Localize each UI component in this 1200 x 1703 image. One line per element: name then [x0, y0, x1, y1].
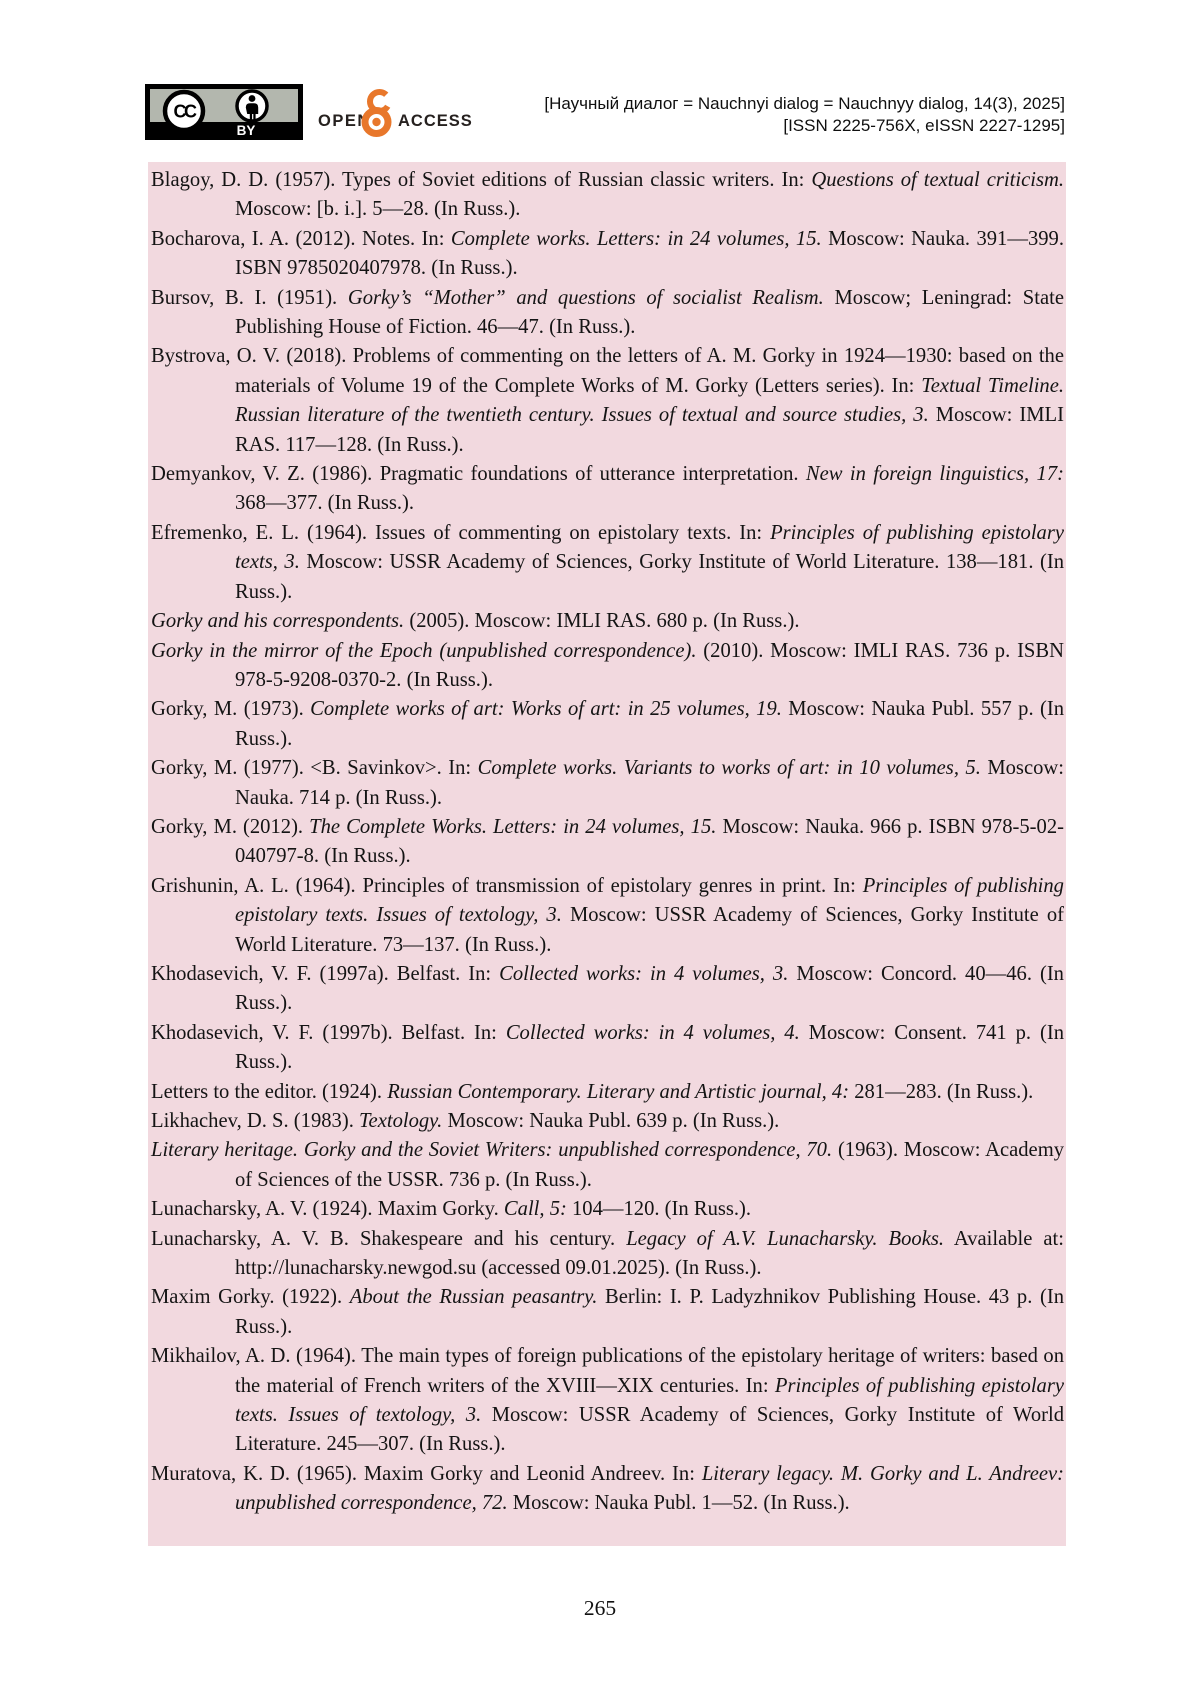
page-number: 265	[583, 1596, 617, 1620]
reference-item: Letters to the editor. (1924). Russian Contemporary. Literary and Artistic journal, 4: 281—283. (In Russ.).	[151, 1080, 1034, 1103]
reference-item: Gorky, M. (1977). <B. Savinkov>. In: Complete works. Variants to works of art: in 10 volumes, 5. Moscow: Nauka. 714 p. (In Russ.).	[151, 757, 1064, 809]
reference-item: Demyankov, V. Z. (1986). Pragmatic foundations of utterance interpretation. New in foreign linguistics, 17: 368—377. (In Russ.).	[151, 463, 1064, 515]
reference-item: Bystrova, O. V. (2018). Problems of commenting on the letters of A. M. Gorky in 1924—1930: based on the materials of Volume 19 of the Complete Works of M. Gorky (Letters series). In: Textual Timeline. Russian literature of the twentieth century. Issues of textual and source studies, 3. Moscow: IMLI RAS. 117—128. (In Russ.).	[151, 345, 1065, 456]
reference-item: Lunacharsky, A. V. (1924). Maxim Gorky. Call, 5: 104—120. (In Russ.).	[151, 1198, 752, 1221]
reference-item: Bocharova, I. A. (2012). Notes. In: Complete works. Letters: in 24 volumes, 15. Moscow: Nauka. 391—399. ISBN 9785020407978. (In Russ.).	[151, 227, 1064, 280]
reference-item: Khodasevich, V. F. (1997b). Belfast. In: Collected works: in 4 volumes, 4. Moscow: Consent. 741 p. (In Russ.).	[151, 1021, 1064, 1074]
reference-item: Gorky and his correspondents. (2005). Moscow: IMLI RAS. 680 p. (In Russ.).	[151, 610, 800, 633]
reference-item: Grishunin, A. L. (1964). Principles of transmission of epistolary genres in print. In: Principles of publishing epistolary texts. Issues of textology, 3. Moscow: USSR Academy of Sciences, Gorky Institute of World Literature. 73—137. (In Russ.).	[151, 874, 1064, 956]
cc-by-label: BY	[236, 123, 256, 138]
reference-item: Lunacharsky, A. V. B. Shakespeare and his century. Legacy of A.V. Lunacharsky. Books. Available at: http://lunacharsky.newgod.su (accessed 09.01.2025). (In Russ.).	[151, 1227, 1064, 1280]
reference-item: Mikhailov, A. D. (1964). The main types of foreign publications of the epistolary heritage of writers: based on the material of French writers of the XVIII—XIX centuries. In: Principles of publishing epistolary texts. Issues of textology, 3. Moscow: USSR Academy of Sciences, Gorky Institute of World Literature. 245—307. (In Russ.).	[151, 1345, 1064, 1456]
journal-info	[544, 84, 1065, 136]
svg-text:CC: CC	[173, 101, 195, 122]
open-lock-icon	[365, 92, 389, 134]
issn-line: [ISSN 2225-756X, eISSN 2227-1295]	[783, 115, 1065, 135]
reference-item: Efremenko, E. L. (1964). Issues of commenting on epistolary texts. In: Principles of publishing epistolary texts, 3. Moscow: USSR Academy of Sciences, Gorky Institute of World Literature. 138—181. (In Russ.).	[151, 521, 1065, 603]
reference-item: Gorky, M. (2012). The Complete Works. Letters: in 24 volumes, 15. Moscow: Nauka. 966 p. ISBN 978-5-02-040797-8. (In Russ.).	[151, 815, 1064, 868]
journal-title-line: [Научный диалог = Nauchnyi dialog = Nauchnyy dialog, 14(3), 2025]	[544, 94, 1065, 113]
cc-icon	[165, 92, 203, 130]
reference-item: Bursov, B. I. (1951). Gorky’s “Mother” and questions of socialist Realism. Moscow; Leningrad: State Publishing House of Fiction. 46—47. (In Russ.).	[151, 286, 1064, 339]
access-label: ACCESS	[398, 112, 473, 130]
references-list	[148, 162, 1066, 1546]
reference-item: Muratova, K. D. (1965). Maxim Gorky and Leonid Andreev. In: Literary legacy. M. Gorky and L. Andreev: unpublished correspondence, 72. Moscow: Nauka Publ. 1—52. (In Russ.).	[151, 1462, 1065, 1515]
reference-item: Gorky, M. (1973). Complete works of art: Works of art: in 25 volumes, 19. Moscow: Nauka Publ. 557 p. (In Russ.).	[151, 698, 1065, 750]
reference-item: Blagoy, D. D. (1957). Types of Soviet editions of Russian classic writers. In: Questions of textual criticism. Moscow: [b. i.]. 5—28. (In Russ.).	[151, 169, 1064, 221]
reference-item: Literary heritage. Gorky and the Soviet Writers: unpublished correspondence, 70. (1963). Moscow: Academy of Sciences of the USSR. 736 p. (In Russ.).	[151, 1139, 1065, 1191]
reference-item: Khodasevich, V. F. (1997a). Belfast. In: Collected works: in 4 volumes, 3. Moscow: Concord. 40—46. (In Russ.).	[151, 962, 1064, 1015]
reference-item: Maxim Gorky. (1922). About the Russian peasantry. Berlin: I. P. Ladyzhnikov Publishing House. 43 p. (In Russ.).	[151, 1286, 1064, 1338]
page-header	[145, 84, 1065, 144]
open-label: OPEN	[318, 112, 371, 130]
reference-item: Likhachev, D. S. (1983). Textology. Moscow: Nauka Publ. 639 p. (In Russ.).	[151, 1110, 780, 1132]
person-icon	[237, 91, 267, 121]
cc-by-badge	[145, 84, 303, 140]
open-access-logo	[318, 85, 473, 141]
reference-item: Gorky in the mirror of the Epoch (unpublished correspondence). (2010). Moscow: IMLI RAS. 736 p. ISBN 978-5-9208-0370-2. (In Russ.).	[151, 639, 1064, 691]
